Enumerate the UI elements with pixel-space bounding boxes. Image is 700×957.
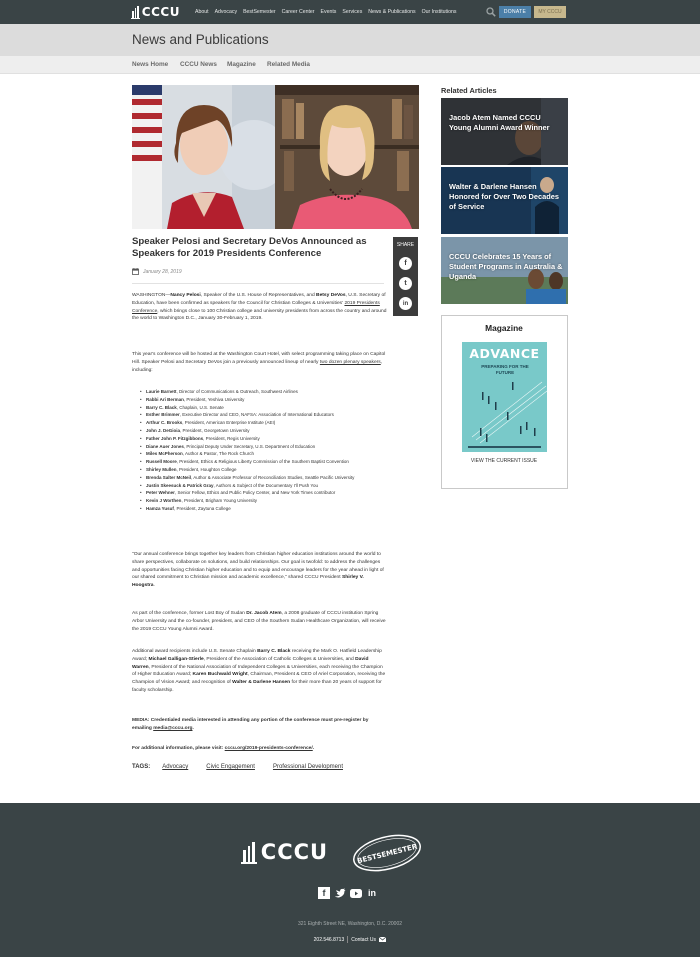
- speaker-role: , Director of Communications & Outreach, Southwest Airlines: [176, 389, 298, 394]
- speaker-role: , Senior Fellow, Ethics and Public Policy Center, and New York Times contributor: [174, 490, 336, 496]
- conference-url-link[interactable]: cccu.org/2019-presidents-conference/: [224, 746, 313, 751]
- view-current-issue-link[interactable]: VIEW THE CURRENT ISSUE: [470, 458, 538, 464]
- speaker-name: Miles McPherson: [146, 451, 183, 457]
- article-paragraph-info: [132, 745, 387, 753]
- speaker-name: Barry C. Black: [146, 404, 177, 410]
- subnav-news-home[interactable]: News Home: [132, 61, 169, 68]
- speaker-role: , Chaplain, U.S. Senate: [176, 404, 224, 410]
- subnav-cccu-news[interactable]: CCCU News: [180, 61, 217, 68]
- speaker-role: , President, Georgetown University: [180, 427, 250, 433]
- text: , U.S. Secretary of Education, have been confirmed as speakers for the Council for Christian Colleges & Universities': [132, 293, 386, 306]
- text: .: [153, 583, 155, 589]
- magazine-cover[interactable]: [462, 342, 547, 452]
- article-paragraph-1: [132, 292, 387, 323]
- share-label: SHARE: [396, 242, 415, 248]
- person-name: Barry C. Black: [257, 649, 291, 654]
- nav-link-career-center[interactable]: Career Center: [281, 9, 315, 15]
- tag-civic-engagement[interactable]: Civic Engagement: [206, 764, 255, 770]
- speaker-role: , Author & Pastor, The Rock Church: [182, 451, 254, 457]
- page-title: News and Publications: [132, 32, 269, 47]
- magazine-heading: Magazine: [485, 323, 523, 333]
- article-date: [132, 268, 182, 275]
- article-paragraph-media: [132, 717, 387, 733]
- footer-social-links: [318, 887, 378, 899]
- nav-link-advocacy[interactable]: Advocacy: [214, 9, 238, 15]
- text: WASHINGTON—: [132, 293, 171, 298]
- text: , including:: [132, 359, 383, 373]
- list-item: [140, 489, 390, 497]
- person-name: Dr. Jacob Atem: [246, 611, 282, 616]
- speaker-name: Rabbi Ari Berman: [146, 396, 184, 402]
- list-item: [140, 396, 390, 404]
- text: , which brings close to 100 Christian college and university presidents from across the country and around the world to Washington D.C., January 30-February 1, 2019.: [132, 308, 387, 322]
- speaker-name: Russell Moore: [146, 459, 177, 465]
- text: .: [312, 746, 315, 751]
- list-item: [140, 505, 390, 513]
- list-item: [140, 419, 390, 427]
- search-icon[interactable]: [486, 7, 496, 17]
- list-item: [140, 443, 390, 451]
- speaker-name: Justin Skeesuck & Patrick Gray: [146, 482, 214, 488]
- youtube-icon[interactable]: [350, 887, 362, 899]
- plenary-speakers-link[interactable]: two dozen plenary speakers: [319, 359, 381, 365]
- speaker-name: Arthur C. Brooks: [146, 420, 183, 426]
- list-item: [140, 388, 390, 396]
- text: , Chairman, President & CEO of Ariel Corporation, receiving the Champion of Vision Award; and recognition of: [132, 672, 386, 686]
- list-item: [140, 411, 390, 419]
- speaker-role: , Executive Director and CEO, NAFSA: Association of International Educators: [179, 412, 334, 418]
- person-name: Karen Buchwald Wright: [192, 672, 248, 678]
- related-article-title: Jacob Atem Named CCCU Young Alumni Award Winner: [449, 113, 550, 132]
- text: , President of the Association of Catholic Colleges & Universities, and: [203, 656, 356, 662]
- sub-nav: [0, 56, 700, 74]
- list-item: [140, 435, 390, 443]
- hero-photo: [132, 85, 419, 229]
- footer-cccu-logo[interactable]: [243, 840, 328, 864]
- media-email-link[interactable]: media@cccu.org: [153, 725, 193, 731]
- tag-advocacy[interactable]: Advocacy: [162, 764, 189, 770]
- article-date-text: January 28, 2019: [143, 268, 182, 275]
- bestsemester-logo[interactable]: [350, 831, 424, 875]
- speaker-role: , President, Yeshiva University: [183, 396, 245, 402]
- list-item: [140, 404, 390, 412]
- linkedin-icon[interactable]: in: [368, 888, 376, 898]
- top-nav: [0, 0, 700, 24]
- speaker-name: Hamza Yusuf: [146, 505, 174, 511]
- bars-logo-icon: [243, 842, 255, 862]
- text: This year's conference will be hosted at the Washington Court Hotel, with select programming taking place on Capitol Hill. Speaker Pelosi and Secretary DeVos join a previously announced lineup of nearly: [132, 352, 386, 365]
- nav-link-about[interactable]: About: [195, 9, 209, 15]
- nav-link-events[interactable]: Events: [320, 9, 337, 15]
- divider: [132, 283, 384, 284]
- speaker-role: , Authors & Subject of the Documentary I'll Push You: [213, 482, 318, 488]
- text: As part of the conference, former Lost Boy of Sudan: [132, 611, 247, 616]
- footer-contact: [0, 936, 700, 943]
- presidents-conference-link[interactable]: 2019 Presidents Conference: [132, 300, 380, 314]
- text: for their more than 20 years of support for faculty scholarship.: [132, 680, 382, 693]
- my-cccu-button[interactable]: MY CCCU: [534, 6, 566, 18]
- speaker-name: Shirley Mullen: [146, 466, 177, 472]
- speaker-role: , President, Brigham Young University: [181, 498, 257, 504]
- speaker-name: Diane Auer Jones: [146, 443, 184, 449]
- speaker-name: Brenda Salter McNeil: [146, 474, 192, 480]
- article-paragraph-3: [132, 551, 387, 590]
- divider: [347, 936, 348, 943]
- bestsemester-text: BESTSEMESTER: [356, 842, 419, 866]
- magazine-cover-title: ADVANCE: [469, 346, 540, 361]
- subnav-magazine[interactable]: Magazine: [227, 61, 256, 68]
- contact-us-link[interactable]: Contact Us: [351, 936, 376, 943]
- logo-text: CCCU: [141, 5, 180, 19]
- text: , President of the National Association of Independent Colleges & Universities, each receiving the Champion of Higher Education Award;: [132, 664, 383, 678]
- magazine-box: [441, 315, 568, 489]
- text: , Speaker of the U.S. House of Representatives, and: [200, 293, 317, 298]
- share-panel: [393, 237, 418, 316]
- article-title: Speaker Pelosi and Secretary DeVos Announced as Speakers for 2019 Presidents Conference: [132, 236, 367, 259]
- related-articles-heading: Related Articles: [441, 86, 497, 95]
- facebook-icon[interactable]: f: [318, 887, 330, 899]
- speaker-name: Esther Brimmer: [146, 412, 180, 418]
- list-item: [140, 427, 390, 435]
- related-article-title: CCCU Celebrates 15 Years of Student Programs in Australia & Uganda: [449, 252, 563, 281]
- list-item: [140, 450, 390, 458]
- text: receiving the Mark O. Hatfield Leadership Award;: [132, 649, 382, 662]
- person-name: Walter & Darlene Hansen: [232, 680, 291, 686]
- related-article-card[interactable]: [441, 98, 568, 165]
- list-item: [140, 466, 390, 474]
- nav-link-bestsemester[interactable]: BestSemester: [243, 9, 276, 15]
- text: .: [192, 725, 194, 731]
- nav-link-services[interactable]: Services: [342, 9, 363, 15]
- donate-button[interactable]: DONATE: [499, 6, 531, 18]
- tags-row: [132, 764, 361, 770]
- article-paragraph-2: [132, 351, 387, 374]
- footer-phone[interactable]: 202.546.8713: [313, 936, 345, 943]
- nav-link-news-publications[interactable]: News & Publications: [368, 9, 416, 15]
- speaker-list: [140, 388, 390, 513]
- person-name: Nancy Pelosi: [170, 293, 201, 298]
- related-article-card[interactable]: [441, 167, 568, 234]
- text: MEDIA: Credentialed media interested in attending any portion of the conference must pre-register by emailing: [132, 718, 369, 731]
- facebook-icon[interactable]: f: [399, 257, 412, 270]
- related-article-card[interactable]: [441, 237, 568, 304]
- speaker-role: , President, Regis University: [203, 435, 260, 441]
- list-item: [140, 482, 390, 490]
- footer-logo-text: CCCU: [260, 840, 329, 864]
- tag-professional-development[interactable]: Professional Development: [272, 764, 343, 770]
- section-header: [0, 24, 700, 56]
- speaker-role: , President, Houghton College: [176, 466, 237, 472]
- text: For additional information, please visit:: [132, 746, 225, 751]
- main-nav: [195, 0, 462, 24]
- footer: [0, 803, 700, 957]
- person-name: Michael Galligan-Stierle: [148, 656, 204, 662]
- subnav-related-media[interactable]: Related Media: [267, 61, 310, 68]
- linkedin-icon[interactable]: in: [399, 297, 412, 310]
- speaker-role: , President, American Enterprise Institute (AEI): [182, 420, 276, 426]
- twitter-icon[interactable]: [334, 887, 346, 899]
- article-paragraph-5: [132, 648, 387, 695]
- magazine-cover-subtitle: PREPARING FOR THE FUTURE: [481, 364, 529, 375]
- cccu-logo[interactable]: [132, 4, 180, 20]
- article-paragraph-4: [132, 610, 387, 633]
- envelope-icon[interactable]: [379, 937, 386, 942]
- text: , a 2008 graduate of CCCU institution Spring Arbor University and the co-founder, president, and CEO of the Southern Sudan Healthcare Organization, will receive the 2019 CCCU Young Alumni Award.: [132, 611, 386, 632]
- person-name: Shirley V. Hoogstra: [132, 575, 364, 589]
- list-item: [140, 497, 390, 505]
- speaker-name: Kevin J Worthen: [146, 498, 182, 504]
- speaker-name: Peter Wehner: [146, 490, 175, 496]
- list-item: [140, 458, 390, 466]
- twitter-icon[interactable]: t: [399, 277, 412, 290]
- person-name: Betsy DeVos: [316, 293, 346, 298]
- related-article-title: Walter & Darlene Hansen Honored for Over Two Decades of Service: [449, 182, 559, 211]
- footer-address: 321 Eighth Street NE, Washington, D.C. 20002: [297, 921, 403, 927]
- bars-logo-icon: [132, 6, 139, 18]
- list-item: [140, 474, 390, 482]
- speaker-role: , Principal Deputy Under Secretary, U.S. Department of Education: [183, 443, 316, 449]
- speaker-role: , President, Ethics & Religious Liberty Commission of the Southern Baptist Convention: [176, 459, 349, 465]
- speaker-name: Father John P. Fitzgibbons: [146, 435, 204, 441]
- speaker-role: , President, Zaytuna College: [173, 505, 231, 511]
- tags-label: TAGS:: [132, 764, 151, 770]
- text: Additional award recipients include U.S. Senate Chaplain: [132, 649, 258, 654]
- speaker-role: , Author & Associate Professor of Reconciliation Studies, Seattle Pacific University: [191, 474, 355, 480]
- person-name: David Warren: [132, 656, 369, 670]
- speaker-name: Laurie Barnett: [146, 389, 177, 394]
- nav-link-our-institutions[interactable]: Our Institutions: [421, 9, 457, 15]
- text: "Our annual conference brings together key leaders from Christian higher education institutions around the world to share perspectives, collaborate on solutions, and build relationships. Our goal is twofold: to address the challenges and opportunities facing Christian higher education and to equip and encourage leaders for the year ahead in light of our shared commitment to Christian mission and academic excellence," shared CCCU President: [132, 552, 384, 581]
- calendar-icon: [132, 268, 139, 275]
- speaker-name: John J. DeGioia: [146, 427, 181, 433]
